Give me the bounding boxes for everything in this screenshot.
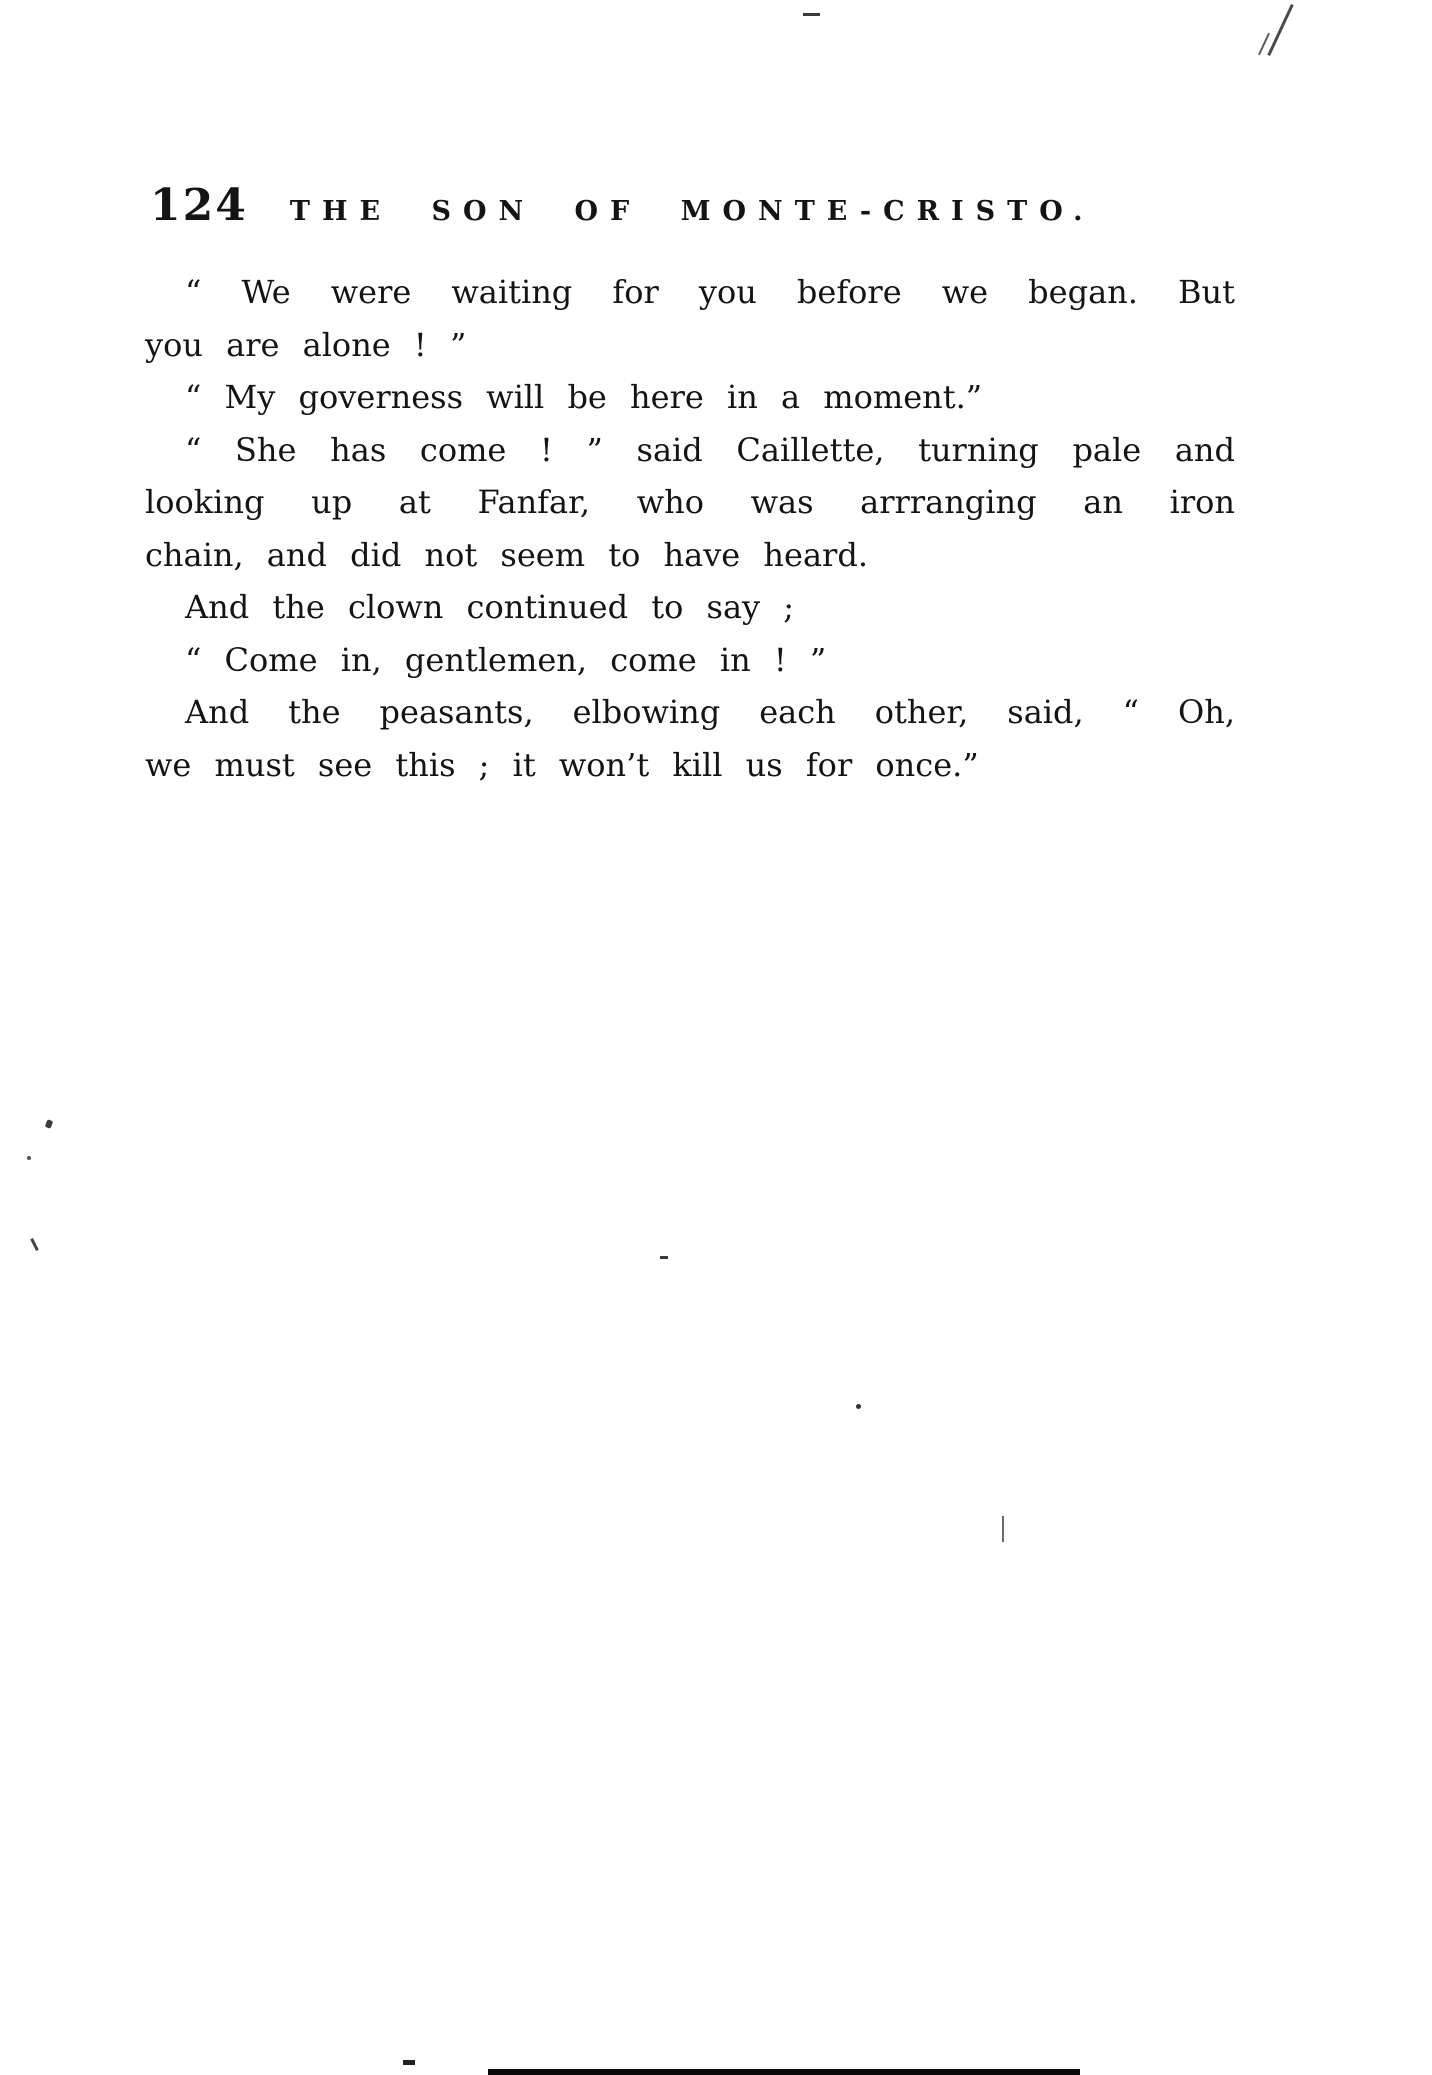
scan-artifact-speck [30,1238,39,1251]
scan-artifact-top-dash [803,13,820,16]
scan-artifact-edge-mark [1002,1516,1004,1542]
text-line: And the peasants, elbowing each other, said, “ Oh, [185,693,1235,731]
page-header [150,180,1095,231]
page-number: 124 [150,180,248,231]
running-title: THE SON OF MONTE-CRISTO. [289,196,1095,227]
text-line: “ My governess will be here in a moment.” [185,378,983,416]
scan-artifact-scanner-bar [488,2069,1080,2075]
text-line: “ Come in, gentlemen, come in ! ” [185,640,827,679]
scan-artifact-speck [45,1119,53,1129]
text-line: And the clown continued to say ; [185,588,795,626]
scan-artifact-speck [660,1256,668,1259]
text-line: “ She has come ! ” said Caillette, turning pale and [185,430,1235,469]
text-line: “ We were waiting for you before we began. But [185,273,1235,311]
text-line: we must see this ; it won’t kill us for once.” [145,745,979,784]
page-body [145,266,1235,791]
scan-artifact-corner-slash [1267,4,1293,56]
text-line: chain, and did not seem to have heard. [145,535,868,574]
text-line: looking up at Fanfar, who was arrranging an iron [145,483,1235,521]
scan-artifact-speck [856,1404,861,1409]
scan-artifact-speck [403,2060,415,2065]
scan-artifact-speck [27,1156,31,1160]
text-line: you are alone ! ” [145,325,467,364]
